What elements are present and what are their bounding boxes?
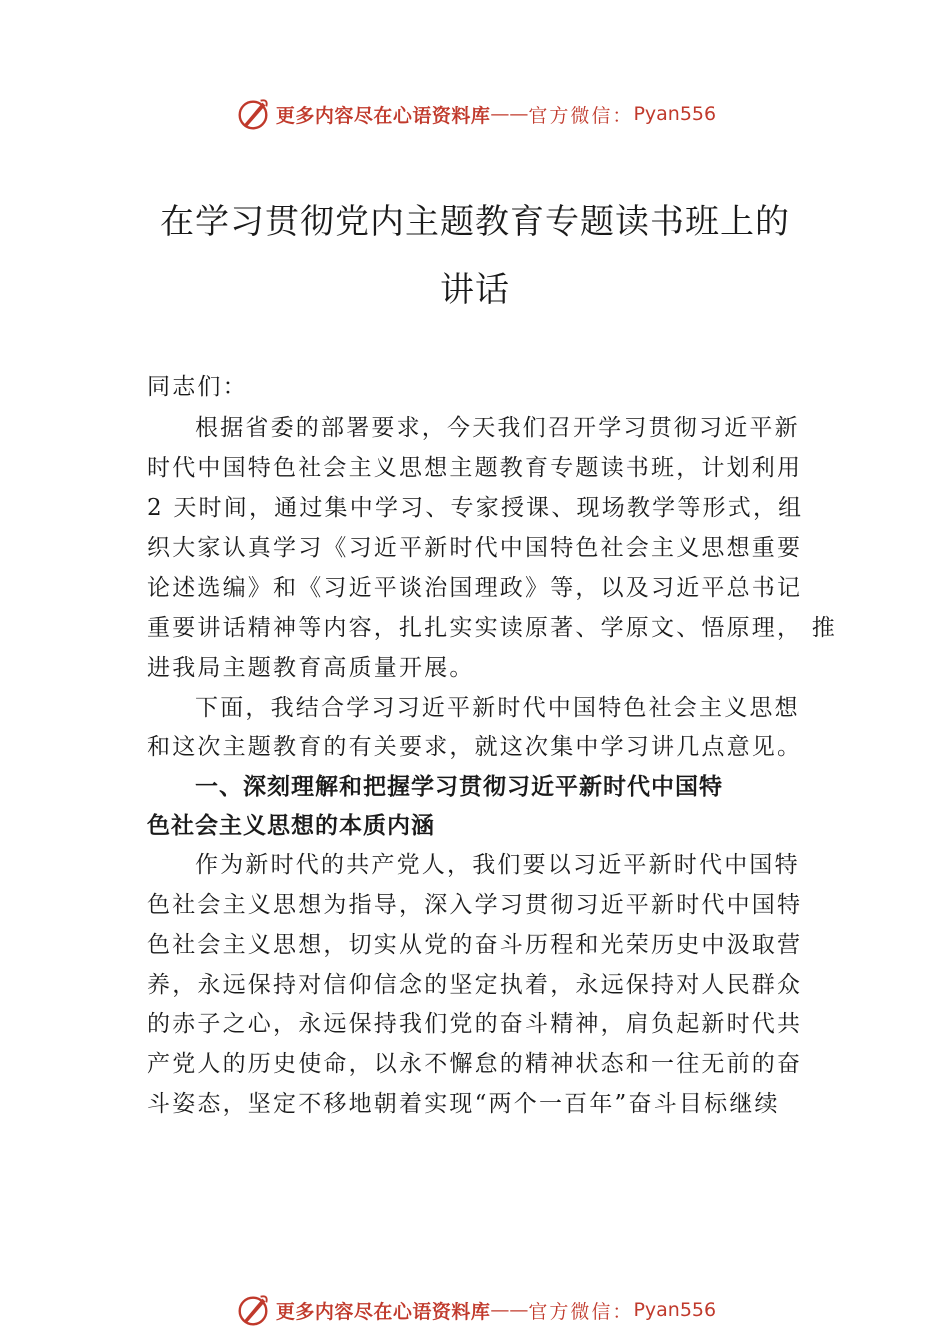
body-line: 根据省委的部署要求，今天我们召开学习贯彻习近平新 — [195, 415, 800, 441]
body-line: 重要讲话精神等内容，扎扎实实读原著、学原文、悟原理， 推 — [147, 615, 837, 641]
header-banner — [0, 94, 950, 134]
body-line: 2 天时间，通过集中学习、专家授课、现场教学等形式，组 — [147, 495, 804, 521]
quill-logo-icon — [234, 1291, 272, 1329]
body-line: 色社会主义思想，切实从党的奋斗历程和光荣历史中汲取营 — [147, 932, 803, 958]
section-heading: 色社会主义思想的本质内涵 — [147, 813, 435, 839]
body-line: 作为新时代的共产党人，我们要以习近平新时代中国特 — [195, 852, 800, 878]
section-heading: 一、深刻理解和把握学习贯彻习近平新时代中国特 — [195, 774, 723, 800]
banner-wechat-label: 官方微信： — [528, 104, 634, 127]
banner-separator: —— — [490, 103, 529, 125]
banner-handle: Pyan556 — [633, 103, 717, 125]
body-line: 色社会主义思想为指导，深入学习贯彻习近平新时代中国特 — [147, 892, 803, 918]
title-line: 讲话 — [440, 270, 510, 310]
body-line: 论述选编》和《习近平谈治国理政》等，以及习近平总书记 — [147, 575, 803, 601]
banner-separator: —— — [490, 1299, 529, 1321]
body-line: 和这次主题教育的有关要求，就这次集中学习讲几点意见。 — [147, 734, 803, 760]
body-line: 进我局主题教育高质量开展。 — [147, 655, 475, 681]
body-line: 养，永远保持对信仰信念的坚定执着，永远保持对人民群众 — [147, 972, 803, 998]
banner-brand: 更多内容尽在心语资料库 — [275, 104, 491, 127]
document-title — [100, 188, 850, 324]
footer-banner — [0, 1290, 950, 1330]
body-line: 织大家认真学习《习近平新时代中国特色社会主义思想重要 — [147, 535, 803, 561]
title-line: 在学习贯彻党内主题教育专题读书班上的 — [160, 202, 790, 242]
body-line: 下面，我结合学习习近平新时代中国特色社会主义思想 — [195, 695, 800, 721]
body-line: 产党人的历史使命，以永不懈怠的精神状态和一往无前的奋 — [147, 1051, 803, 1077]
body-line: 的赤子之心，永远保持我们党的奋斗精神，肩负起新时代共 — [147, 1011, 803, 1037]
quill-logo-icon — [234, 95, 272, 133]
body-line: 时代中国特色社会主义思想主题教育专题读书班，计划利用 — [147, 455, 803, 481]
body-line: 斗姿态，坚定不移地朝着实现“两个一百年”奋斗目标继续 — [147, 1091, 780, 1117]
banner-wechat-label: 官方微信： — [528, 1300, 634, 1323]
banner-handle: Pyan556 — [633, 1299, 717, 1321]
banner-brand: 更多内容尽在心语资料库 — [275, 1300, 491, 1323]
salutation: 同志们： — [147, 374, 248, 400]
